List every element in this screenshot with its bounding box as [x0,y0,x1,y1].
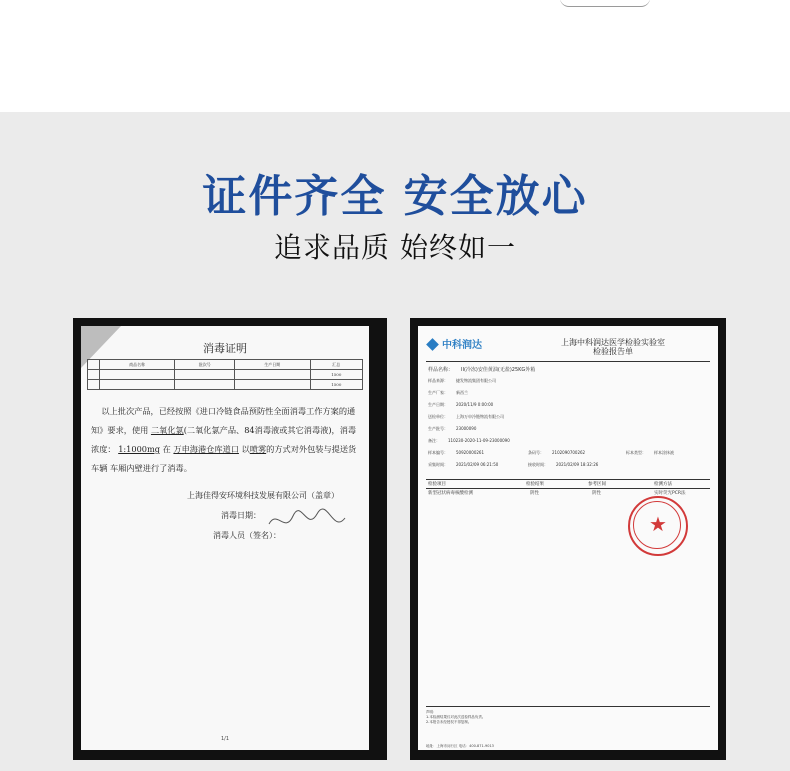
sample-name-field [428,366,535,373]
body-text: 的方式对外包装与提送货车辆 [91,444,357,473]
report-field [428,378,496,384]
field-value: 新西兰 [456,390,468,395]
certificate-paper [81,326,369,750]
divider [426,488,710,489]
star-icon: ★ [649,512,667,536]
divider [426,479,710,480]
field-label: 样本编号： [428,450,448,455]
table-header-row [88,360,363,370]
concentration-value: 1:1000mg [118,444,160,454]
body-text: 以 [241,444,250,454]
barcode-field [528,450,585,456]
table-header: 检测方法 [654,482,672,487]
disinfection-person-label: 消毒人员（签名）： [213,531,281,540]
body-text: 车厢内壁进行了消毒。 [110,463,192,473]
table-cell: 阴性 [592,491,601,496]
field-label: 生产日期： [428,402,448,407]
subheadline: 追求品质 始终如一 [274,231,516,264]
red-seal-stamp [628,496,688,556]
field-label: 标本类型： [626,450,646,455]
page-number: 1/1 [220,736,230,742]
table-row [88,370,363,380]
collect-time-field [428,462,498,468]
table-header: 生产日期 [235,360,311,370]
company-seal-line: 上海佳得安环境科技发展有限公司（盖章） [187,491,339,500]
field-label: 样品名称： [428,367,454,373]
note-line: 2.本报告未经授权不得复制。 [426,720,472,724]
top-band [0,0,790,112]
field-value: 23000090 [456,426,477,431]
divider [426,706,710,707]
specimen-type-field [626,450,674,456]
report-notes [426,710,710,725]
report-field [428,414,504,420]
lab-logo-icon [426,338,439,351]
table-row [88,380,363,390]
field-value: 2021/02/09 18:32:26 [556,462,599,467]
table-header: 商品名称 [99,360,175,370]
field-value: 110230-2020-11-09-23000090 [448,438,510,443]
receive-time-field [528,462,598,468]
field-label: 采集时间： [428,462,448,467]
table-cell: 实时荧光PCR法 [654,491,686,496]
divider [426,361,710,362]
disinfectant-value: 二氧化氯 [150,425,184,435]
disinfection-certificate-image [73,318,387,760]
lab-name [528,338,698,356]
field-value: 样本涂抹液 [654,450,674,455]
field-value: 上海万申冷链物流有限公司 [456,414,504,419]
table-header: 检验结果 [526,482,544,487]
table-header: 检验项目 [428,482,446,487]
table-cell: 1500 [310,370,362,380]
field-label: 生产批号： [428,426,448,431]
body-text: 以上批次产品，已经按照《进口冷链食品预防性全面消毒工作方案的通知》要求，使用 [91,406,356,435]
certificate-title: 消毒证明 [203,342,247,355]
report-field [428,402,493,408]
table-cell: 阴性 [530,491,539,496]
table-header: 批次号 [175,360,235,370]
report-field [428,438,510,444]
lab-report-image [410,318,726,760]
report-footer: 地址：上海市闵行区 电话：400-871-9013 [426,744,494,748]
lab-name-line1: 上海中科润达医学检验实验室 [561,338,665,347]
field-label: 接收时间： [528,462,548,467]
field-value: 2021/02/09 06:21:50 [456,462,499,467]
report-field [428,426,476,432]
sample-no-field [428,450,484,456]
lab-name-line2: 检验报告单 [593,347,633,356]
certificate-table [87,359,363,390]
table-header [88,360,100,370]
table-header: 汇总 [310,360,362,370]
field-label: 送检单位： [428,414,448,419]
method-value: 喷雾 [249,444,267,454]
report-paper [418,326,718,750]
disinfection-date-label: 消毒日期： [221,511,261,520]
location-value: 万申海港仓库道口 [173,444,239,454]
headline: 证件齐全 安全放心 [202,171,588,222]
field-value: 2102090700262 [552,450,586,455]
field-value: 50920000261 [456,450,484,455]
body-text: (二氧化氯产品、84消毒液或其它消毒液)，消毒浓度： [91,425,357,454]
body-text: 在 [162,444,171,454]
certificate-body [91,402,363,478]
field-label: 样品来源： [428,378,448,383]
table-cell: 1500 [310,380,362,390]
field-value: 2020/11/9 0:00:00 [456,402,494,407]
note-line: 1.本检测结果仅对此次送检样品负责。 [426,715,486,719]
field-value: 捷发物流集团有限公司 [456,378,496,383]
field-label: 条码号： [528,450,544,455]
handwritten-signature [267,504,347,547]
table-header: 参考区间 [588,482,606,487]
notes-title: 声明： [426,710,437,714]
field-label: 生产厂家： [428,390,448,395]
field-label: 备注： [428,438,440,443]
field-value: II(冷冻)安佳黄油(无盐)25KG外箱 [461,367,536,373]
report-field [428,390,468,396]
table-cell: 新型冠状病毒核酸检测 [428,491,473,496]
lab-logo-text: 中科润达 [442,340,482,351]
decorative-arc [560,0,650,7]
